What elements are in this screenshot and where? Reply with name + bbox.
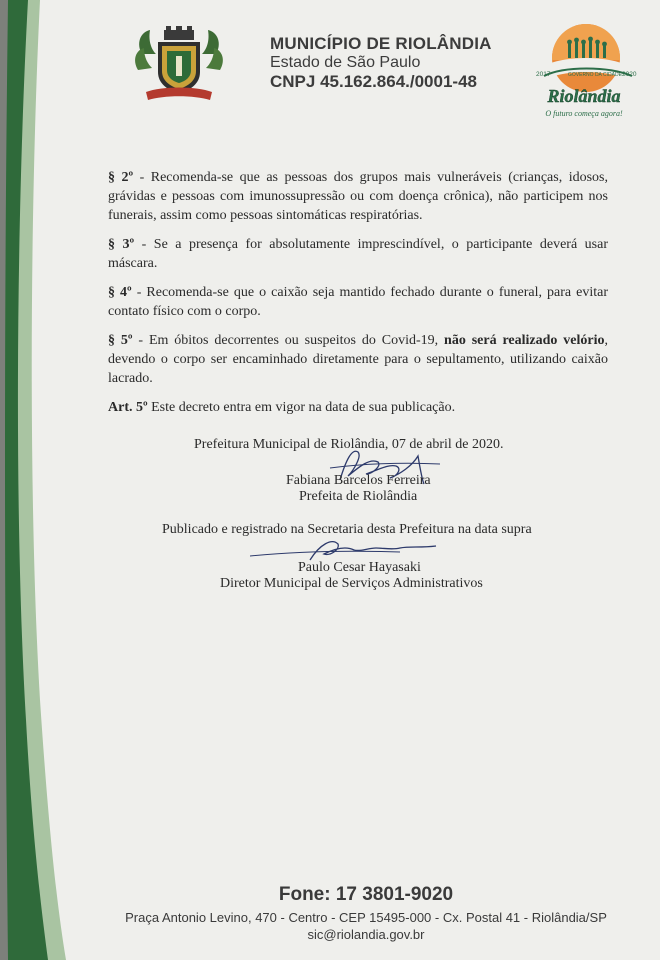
decree-body (108, 168, 608, 427)
footer-phone: Fone: 17 3801-9020 (278, 884, 454, 905)
paragraph-3 (108, 235, 608, 273)
cnpj-number: CNPJ 45.162.864./0001-48 (270, 71, 477, 91)
footer-address: Praça Antonio Levino, 470 - Centro - CEP 15495-000 - Cx. Postal 41 - Riolândia/SP (125, 910, 607, 925)
article-5-text: Este decreto entra em vigor na data de sua publicação. (147, 400, 456, 415)
paragraph-5 (108, 331, 608, 388)
paragraph-4 (108, 283, 608, 321)
paragraph-5-text-after: , devendo o corpo ser encaminhado diretamente para o sepultamento, utilizando caixão lacrado. (108, 333, 609, 386)
municipality-name: MUNICÍPIO DE RIOLÂNDIA (270, 34, 492, 53)
paragraph-3-text: - Se a presença for absolutamente imprescindível, o participante deverá usar máscara. (108, 237, 609, 271)
director-role: Diretor Municipal de Serviços Administrativos (220, 576, 483, 591)
government-logo-graphic (528, 20, 640, 132)
logo-arc-text: GOVERNO DA CIDADE (568, 72, 622, 78)
place-and-date: Prefeitura Municipal de Riolândia, 07 de abril de 2020. (194, 437, 504, 452)
mayor-name: Fabiana Barcelos Ferreira (286, 473, 431, 488)
article-5 (108, 398, 608, 417)
paragraph-5-label: § 5º (108, 333, 133, 348)
logo-slogan: O futuro começa agora! (545, 109, 623, 118)
coat-of-arms-emblem (132, 24, 226, 104)
paragraph-5-bold-text: não será realizado velório (444, 333, 605, 348)
publication-statement: Publicado e registrado na Secretaria desta Prefeitura na data supra (162, 522, 532, 537)
logo-city-name: Riolândia (547, 86, 621, 106)
paragraph-2-label: § 2º (108, 170, 134, 185)
paragraph-2 (108, 168, 608, 225)
director-name: Paulo Cesar Hayasaki (298, 560, 421, 575)
article-5-label: Art. 5º (108, 400, 148, 415)
footer-email: sic@riolandia.gov.br (307, 927, 425, 942)
logo-year-end: 2020 (622, 71, 637, 78)
mayor-role: Prefeita de Riolândia (299, 489, 418, 504)
paragraph-3-label: § 3º (108, 237, 135, 252)
decorative-green-band (0, 0, 66, 960)
paragraph-4-label: § 4º (108, 285, 132, 300)
paragraph-2-text: - Recomenda-se que as pessoas dos grupos mais vulneráveis (crianças, idosos, grávidas e pessoas com imunossupressão ou com doença crônica), não participem nos funerais, assim como pessoas sintomáticas respiratórias. (108, 170, 608, 223)
paragraph-4-text: - Recomenda-se que o caixão seja mantido fechado durante o funeral, para evitar contato físico com o corpo. (108, 285, 608, 319)
government-logo (528, 20, 640, 132)
letterhead-title (270, 34, 492, 91)
logo-year-start: 2017 (536, 71, 551, 78)
paragraph-5-text-before: - Em óbitos decorrentes ou suspeitos do Covid-19, (132, 333, 445, 348)
state-name: Estado de São Paulo (270, 53, 421, 71)
